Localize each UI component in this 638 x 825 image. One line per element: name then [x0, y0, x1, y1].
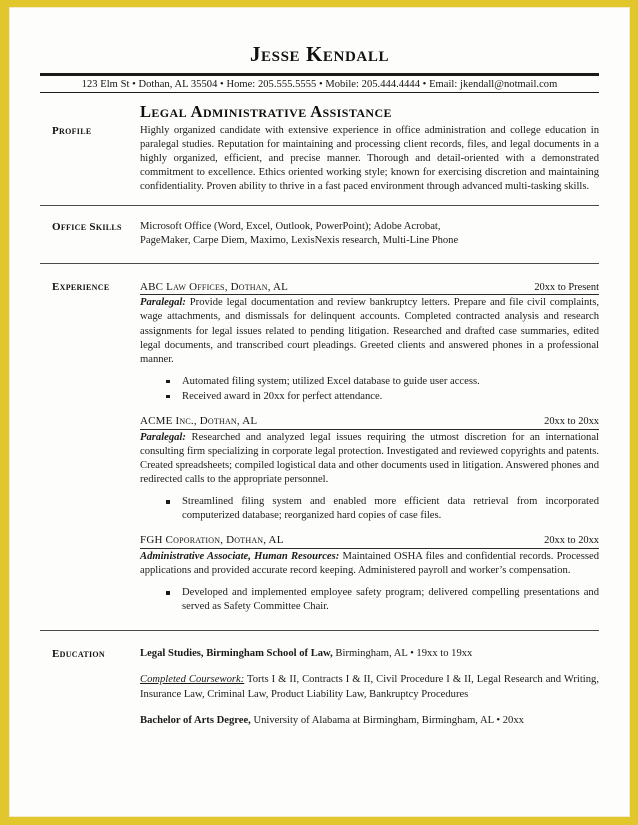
education-bachelor-degree: Bachelor of Arts Degree,: [140, 714, 251, 726]
coursework-text: Torts I & II, Contracts I & II, Civil Procedure I & II, Legal Research and Writing, Insurance Law, Criminal Law, Product Liability Law, Bankruptcy Procedures: [140, 674, 599, 700]
list-item: Streamlined filing system and enabled more efficient data retrieval from incorporated computerized database; reorganized hard copies of case files.: [166, 495, 599, 523]
divider-profile: [40, 205, 599, 206]
section-label-profile: Profile: [52, 125, 92, 137]
job-company: ABC Law Offices, Dothan, AL: [140, 280, 289, 293]
section-education: [40, 647, 599, 727]
experience-job: [140, 533, 599, 614]
job-description-text: Provide legal documentation and review bankruptcy letters. Prepare and file civil complaints, wage attachments, and dismissals for delinquent accounts. Completed contracted analysis and research assignments for legal issues related to pending litigation. Researched and drafted case summaries, edited legal documents, and transcribed court pleadings. Greeted clients and answered phones in a professional manner.: [140, 297, 599, 365]
education-bachelor-detail: University of Alabama at Birmingham, Birmingham, AL • 20xx: [250, 714, 524, 726]
education-coursework: [140, 673, 599, 701]
list-item: Automated filing system; utilized Excel database to guide user access.: [166, 375, 599, 389]
list-item: Received award in 20xx for perfect attendance.: [166, 390, 599, 404]
education-bachelor-line: [140, 714, 599, 728]
section-label-experience: Experience: [52, 280, 110, 293]
contact-line: 123 Elm St • Dothan, AL 35504 • Home: 205.555.5555 • Mobile: 205.444.4444 • Email: jkendall@notmail.com: [40, 76, 599, 93]
education-body: [140, 647, 599, 727]
job-dates: 20xx to 20xx: [544, 535, 599, 547]
job-company: ACME Inc., Dothan, AL: [140, 414, 258, 427]
section-experience: [40, 280, 599, 625]
education-school-detail: Birmingham, AL • 19xx to 19xx: [332, 648, 473, 660]
divider-office-skills: [40, 263, 599, 264]
job-bullets: [140, 586, 599, 614]
job-description-text: Researched and analyzed legal issues requiring the utmost discretion for an international consulting firm specializing in corporate legal protection. Investigated and reviewed copyrights and patents. Created spreadsheets; compiled logistical data and other documents used in litigation. Answered phones and redirected calls to the appropriate personnel.: [140, 431, 599, 485]
office-skills-line-1: Microsoft Office (Word, Excel, Outlook, PowerPoint); Adobe Acrobat,: [140, 221, 441, 233]
experience-body: [140, 280, 599, 625]
job-description: [140, 296, 599, 366]
job-role: Paralegal:: [140, 431, 186, 443]
job-description: [140, 431, 599, 487]
job-bullets: [140, 375, 599, 404]
experience-job: [140, 414, 599, 523]
job-role: Administrative Associate, Human Resources:: [140, 551, 340, 563]
job-dates: 20xx to Present: [534, 281, 599, 293]
list-item: Developed and implemented employee safety program; delivered compelling presentations and served as Safety Committee Chair.: [166, 586, 599, 614]
job-bullets: [140, 495, 599, 523]
section-profile: [40, 124, 599, 194]
job-company: FGH Coporation, Dothan, AL: [140, 534, 284, 547]
education-degree-line: [140, 647, 599, 661]
job-header: [140, 533, 599, 549]
office-skills-body: [140, 220, 599, 248]
page-inner-edge: [9, 7, 630, 817]
resume-headline: Legal Administrative Assistance: [140, 102, 392, 121]
section-label-office-skills: Office Skills: [52, 221, 122, 234]
job-header: [140, 414, 599, 430]
section-label-education: Education: [52, 648, 106, 661]
coursework-label: Completed Coursework:: [140, 674, 245, 686]
experience-job: [140, 280, 599, 404]
job-header: [140, 280, 599, 296]
job-role: Paralegal:: [140, 297, 186, 309]
office-skills-line-2: PageMaker, Carpe Diem, Maximo, LexisNexis research, Multi-Line Phone: [140, 235, 459, 247]
job-dates: 20xx to 20xx: [544, 415, 599, 427]
resume-sheet: [10, 8, 629, 816]
education-school: Legal Studies, Birmingham School of Law,: [140, 648, 333, 660]
profile-text: Highly organized candidate with extensive experience in office administration and college education in paralegal studies. Reputation for maintaining and processing client records, files, and legal documents in a highly organized, efficient, and precise manner. Thorough and detail-oriented with a demonstrated commitment to excellence. Ethics oriented working style; known for exercising discretion and maintaining confidentiality. Proven ability to thrive in a fast paced environment through advanced multi-tasking skills.: [140, 125, 599, 193]
section-office-skills: [40, 220, 599, 248]
divider-experience: [40, 630, 599, 631]
job-description: [140, 550, 599, 578]
job-description-text: Maintained OSHA files and confidential records. Processed applications and provided accurate record keeping. Administered payroll and worker’s compensation.: [140, 551, 599, 577]
page-title: Jesse Kendall: [249, 42, 390, 66]
